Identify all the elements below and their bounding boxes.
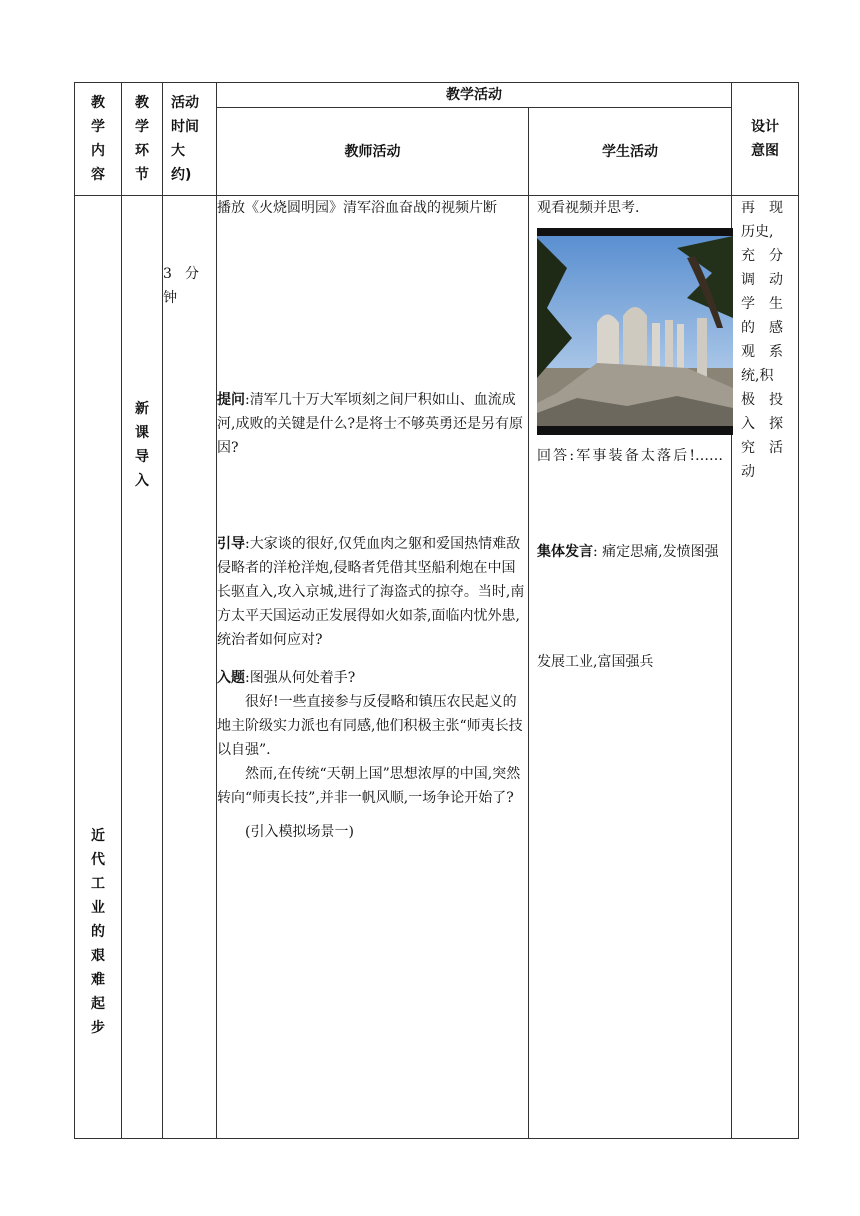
cell-teaching-content: 近 代 工 业 的 艰 难 起 步	[75, 196, 122, 1139]
question-label: 提问	[217, 392, 245, 408]
teacher-scene-intro: (引入模拟场景一)	[245, 824, 354, 840]
header-teacher-activity: 教师活动	[217, 108, 529, 196]
question-text: :清军几十万大军顷刻之间尸积如山、血流成河,成败的关键是什么?是将士不够英勇还是另有原因?	[217, 392, 523, 456]
topic-label: 入题	[217, 670, 245, 686]
header-activity-time: 活动 时间 大 约)	[163, 83, 217, 196]
header-design-intent: 设计 意图	[732, 83, 799, 196]
lesson-plan-table	[74, 82, 799, 1139]
teacher-topic-paragraph-2: 很好!一些直接参与反侵略和镇压农民起义的地主阶级实力派也有同感,他们积极主张“师夷长技以自强”.	[217, 694, 523, 758]
cell-teaching-stage: 新 课 导 入	[122, 196, 163, 1139]
cell-design-intent: 再 现 历史, 充 分 调 动 学 生 的 感 观 系 统,积 极 投 入 探 究 活 动	[732, 196, 799, 1139]
cell-student-activity	[529, 196, 732, 1139]
group-speech-text: : 痛定思痛,发愤图强	[593, 544, 719, 560]
teacher-intro-text: 播放《火烧圆明园》清军浴血奋战的视频片断	[217, 200, 497, 216]
student-industry-text: 发展工业,富国强兵	[537, 654, 654, 670]
ruins-photo-image	[537, 228, 733, 435]
guide-label: 引导	[217, 536, 245, 552]
student-group-speech	[529, 540, 731, 564]
old-summer-palace-ruins-photo	[537, 228, 733, 435]
topic-text: :图强从何处着手?	[245, 670, 356, 686]
header-teaching-content: 教 学 内 容	[75, 83, 122, 196]
student-watch-text: 观看视频并思考.	[537, 200, 640, 216]
student-answer-text: 回答:军事装备太落后!……	[537, 448, 723, 464]
teacher-guide-block	[217, 532, 528, 652]
teacher-question-block	[217, 388, 528, 460]
header-student-activity: 学生活动	[529, 108, 732, 196]
teacher-topic-paragraph-3: 然而,在传统“天朝上国”思想浓厚的中国,突然转向“师夷长技”,并非一帆风顺,一场争论开始了?	[217, 766, 521, 806]
cell-activity-time: 3 分钟	[163, 196, 217, 1139]
guide-text: :大家谈的很好,仅凭血肉之躯和爱国热情难敌侵略者的洋枪洋炮,侵略者凭借其坚船利炮在中国长驱直入,攻入京城,进行了海盗式的掠夺。当时,南方太平天国运动正发展得如火如荼,面临内忧外患,统治者如何应对?	[217, 536, 525, 648]
header-teaching-activity: 教学活动	[217, 83, 732, 108]
group-speech-label: 集体发言	[537, 544, 593, 560]
teacher-topic-block	[217, 666, 528, 690]
cell-teacher-activity	[217, 196, 529, 1139]
header-teaching-stage: 教 学 环 节	[122, 83, 163, 196]
